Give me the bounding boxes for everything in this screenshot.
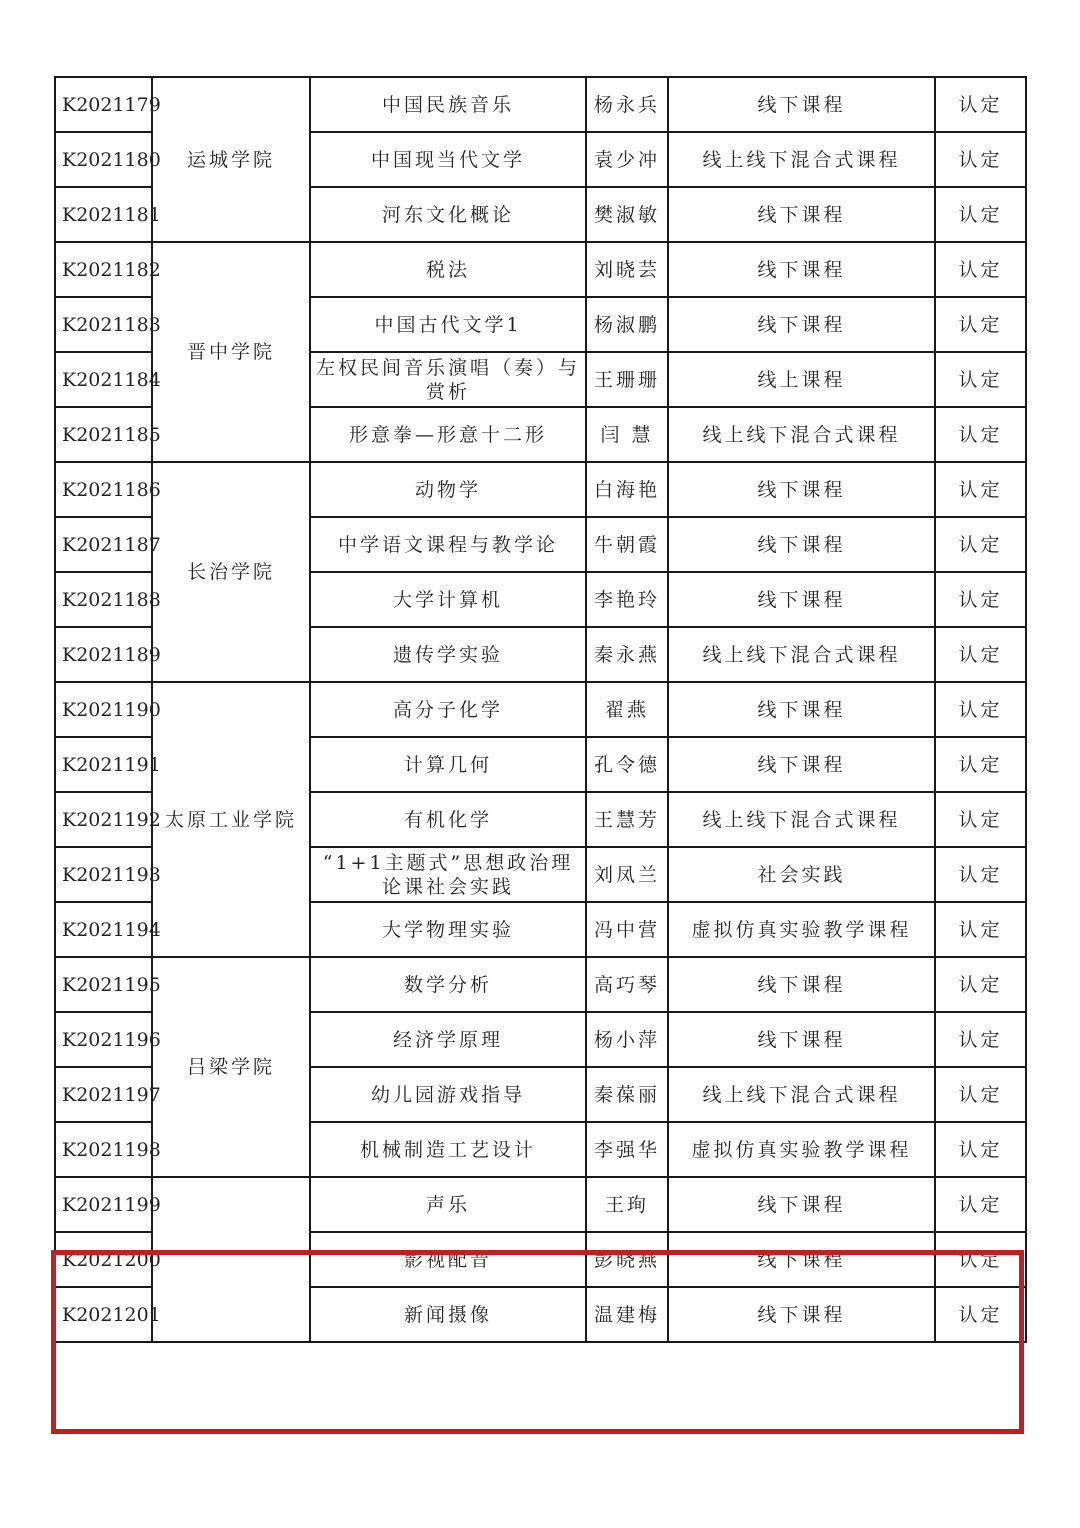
teacher-cell: 刘凤兰 xyxy=(586,847,668,902)
status-cell: 认定 xyxy=(935,352,1026,407)
school-cell: 晋中学院 xyxy=(152,242,310,462)
course-type-cell: 线下课程 xyxy=(668,957,935,1012)
course-name-cell: 税法 xyxy=(310,242,586,297)
course-code-cell: K2021179 xyxy=(55,77,152,132)
teacher-cell: 秦葆丽 xyxy=(586,1067,668,1122)
course-code-cell: K2021191 xyxy=(55,737,152,792)
course-type-cell: 线下课程 xyxy=(668,242,935,297)
course-type-cell: 线下课程 xyxy=(668,1177,935,1232)
course-code-cell: K2021189 xyxy=(55,627,152,682)
course-name-cell: 机械制造工艺设计 xyxy=(310,1122,586,1177)
teacher-cell: 冯中营 xyxy=(586,902,668,957)
course-name-cell: 动物学 xyxy=(310,462,586,517)
table-row xyxy=(55,77,1026,132)
course-code-cell: K2021182 xyxy=(55,242,152,297)
course-name-cell: 声乐 xyxy=(310,1177,586,1232)
course-code-cell: K2021192 xyxy=(55,792,152,847)
teacher-cell: 孔令德 xyxy=(586,737,668,792)
course-name-cell: 大学计算机 xyxy=(310,572,586,627)
course-type-cell: 线上线下混合式课程 xyxy=(668,792,935,847)
course-type-cell: 线上课程 xyxy=(668,352,935,407)
status-cell: 认定 xyxy=(935,957,1026,1012)
course-code-cell: K2021198 xyxy=(55,1122,152,1177)
course-type-cell: 线下课程 xyxy=(668,682,935,737)
course-type-cell: 线下课程 xyxy=(668,1232,935,1287)
status-cell: 认定 xyxy=(935,77,1026,132)
course-code-cell: K2021195 xyxy=(55,957,152,1012)
status-cell: 认定 xyxy=(935,187,1026,242)
course-type-cell: 线上线下混合式课程 xyxy=(668,1067,935,1122)
teacher-cell: 秦永燕 xyxy=(586,627,668,682)
course-code-cell: K2021199 xyxy=(55,1177,152,1232)
status-cell: 认定 xyxy=(935,297,1026,352)
status-cell: 认定 xyxy=(935,682,1026,737)
status-cell: 认定 xyxy=(935,407,1026,462)
course-type-cell: 社会实践 xyxy=(668,847,935,902)
course-name-cell: 遗传学实验 xyxy=(310,627,586,682)
course-code-cell: K2021190 xyxy=(55,682,152,737)
course-code-cell: K2021184 xyxy=(55,352,152,407)
course-code-cell: K2021186 xyxy=(55,462,152,517)
teacher-cell: 王珣 xyxy=(586,1177,668,1232)
status-cell: 认定 xyxy=(935,792,1026,847)
status-cell: 认定 xyxy=(935,1122,1026,1177)
course-type-cell: 线下课程 xyxy=(668,1287,935,1342)
course-code-cell: K2021201 xyxy=(55,1287,152,1342)
course-type-cell: 线下课程 xyxy=(668,462,935,517)
course-name-cell: 大学物理实验 xyxy=(310,902,586,957)
status-cell: 认定 xyxy=(935,1232,1026,1287)
status-cell: 认定 xyxy=(935,737,1026,792)
course-name-cell: 高分子化学 xyxy=(310,682,586,737)
course-code-cell: K2021197 xyxy=(55,1067,152,1122)
course-code-cell: K2021200 xyxy=(55,1232,152,1287)
course-type-cell: 线上线下混合式课程 xyxy=(668,407,935,462)
course-name-cell: 中学语文课程与教学论 xyxy=(310,517,586,572)
table-row xyxy=(55,1177,1026,1232)
course-name-cell: 河东文化概论 xyxy=(310,187,586,242)
teacher-cell: 高巧琴 xyxy=(586,957,668,1012)
course-name-cell: 中国古代文学1 xyxy=(310,297,586,352)
status-cell: 认定 xyxy=(935,847,1026,902)
course-name-cell: 新闻摄像 xyxy=(310,1287,586,1342)
school-cell: 太原工业学院 xyxy=(152,682,310,957)
course-code-cell: K2021180 xyxy=(55,132,152,187)
teacher-cell: 刘晓芸 xyxy=(586,242,668,297)
course-type-cell: 虚拟仿真实验教学课程 xyxy=(668,1122,935,1177)
status-cell: 认定 xyxy=(935,462,1026,517)
teacher-cell: 王慧芳 xyxy=(586,792,668,847)
course-type-cell: 线下课程 xyxy=(668,187,935,242)
status-cell: 认定 xyxy=(935,517,1026,572)
course-name-cell: 中国现当代文学 xyxy=(310,132,586,187)
course-code-cell: K2021181 xyxy=(55,187,152,242)
teacher-cell: 闫 慧 xyxy=(586,407,668,462)
status-cell: 认定 xyxy=(935,572,1026,627)
teacher-cell: 牛朝霞 xyxy=(586,517,668,572)
status-cell: 认定 xyxy=(935,1177,1026,1232)
course-code-cell: K2021188 xyxy=(55,572,152,627)
course-code-cell: K2021183 xyxy=(55,297,152,352)
course-name-cell: “1+1主题式”思想政治理论课社会实践 xyxy=(310,847,586,902)
course-name-cell: 经济学原理 xyxy=(310,1012,586,1067)
school-cell: 长治学院 xyxy=(152,462,310,682)
course-code-cell: K2021196 xyxy=(55,1012,152,1067)
course-name-cell: 形意拳—形意十二形 xyxy=(310,407,586,462)
teacher-cell: 樊淑敏 xyxy=(586,187,668,242)
status-cell: 认定 xyxy=(935,627,1026,682)
course-type-cell: 线下课程 xyxy=(668,77,935,132)
teacher-cell: 王珊珊 xyxy=(586,352,668,407)
course-name-cell: 数学分析 xyxy=(310,957,586,1012)
teacher-cell: 彭晓燕 xyxy=(586,1232,668,1287)
teacher-cell: 杨永兵 xyxy=(586,77,668,132)
course-name-cell: 左权民间音乐演唱（奏）与赏析 xyxy=(310,352,586,407)
status-cell: 认定 xyxy=(935,242,1026,297)
course-type-cell: 线下课程 xyxy=(668,572,935,627)
course-code-cell: K2021185 xyxy=(55,407,152,462)
teacher-cell: 温建梅 xyxy=(586,1287,668,1342)
course-code-cell: K2021187 xyxy=(55,517,152,572)
teacher-cell: 李艳玲 xyxy=(586,572,668,627)
table-row xyxy=(55,682,1026,737)
school-cell: 运城学院 xyxy=(152,77,310,242)
table-row xyxy=(55,462,1026,517)
course-type-cell: 线上线下混合式课程 xyxy=(668,627,935,682)
teacher-cell: 杨淑鹏 xyxy=(586,297,668,352)
course-type-cell: 线下课程 xyxy=(668,1012,935,1067)
school-cell xyxy=(152,1177,310,1342)
teacher-cell: 李强华 xyxy=(586,1122,668,1177)
course-type-cell: 线下课程 xyxy=(668,737,935,792)
teacher-cell: 袁少冲 xyxy=(586,132,668,187)
school-cell: 吕梁学院 xyxy=(152,957,310,1177)
course-type-cell: 线上线下混合式课程 xyxy=(668,132,935,187)
course-code-cell: K2021193 xyxy=(55,847,152,902)
table-row xyxy=(55,242,1026,297)
course-name-cell: 幼儿园游戏指导 xyxy=(310,1067,586,1122)
status-cell: 认定 xyxy=(935,1067,1026,1122)
teacher-cell: 杨小萍 xyxy=(586,1012,668,1067)
table-row xyxy=(55,957,1026,1012)
teacher-cell: 白海艳 xyxy=(586,462,668,517)
course-table xyxy=(54,76,1027,1343)
status-cell: 认定 xyxy=(935,132,1026,187)
course-type-cell: 线下课程 xyxy=(668,517,935,572)
course-type-cell: 线下课程 xyxy=(668,297,935,352)
status-cell: 认定 xyxy=(935,1012,1026,1067)
course-name-cell: 计算几何 xyxy=(310,737,586,792)
course-type-cell: 虚拟仿真实验教学课程 xyxy=(668,902,935,957)
status-cell: 认定 xyxy=(935,1287,1026,1342)
table-body xyxy=(55,77,1026,1342)
status-cell: 认定 xyxy=(935,902,1026,957)
course-name-cell: 中国民族音乐 xyxy=(310,77,586,132)
course-name-cell: 影视配音 xyxy=(310,1232,586,1287)
course-code-cell: K2021194 xyxy=(55,902,152,957)
course-name-cell: 有机化学 xyxy=(310,792,586,847)
teacher-cell: 翟燕 xyxy=(586,682,668,737)
